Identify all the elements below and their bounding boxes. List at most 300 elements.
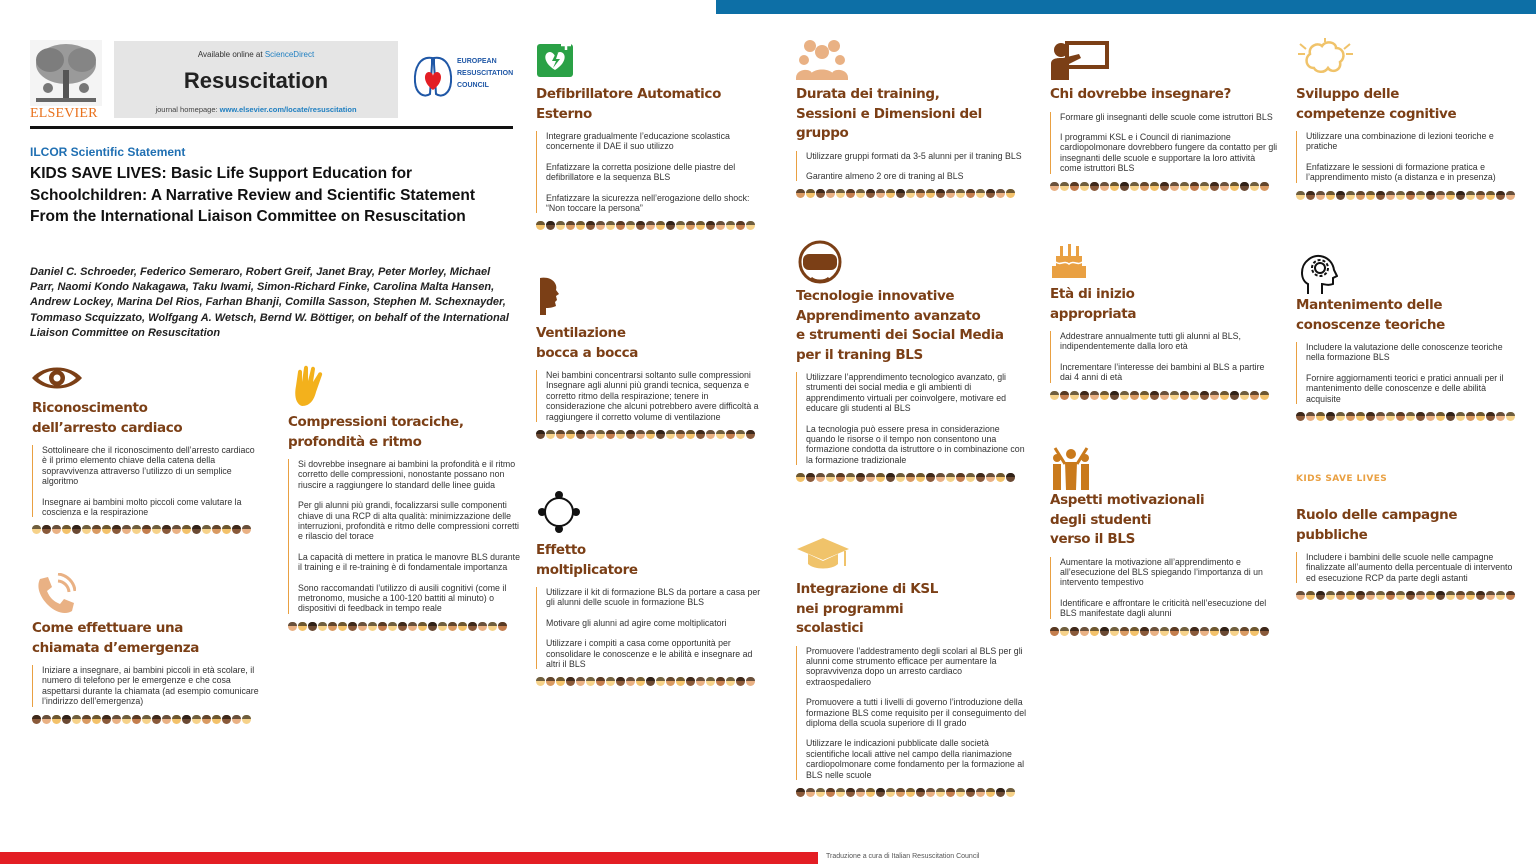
kid-face-icon xyxy=(162,525,171,534)
section-body xyxy=(796,151,1028,182)
kid-face-icon xyxy=(806,788,815,797)
kid-face-icon xyxy=(1200,391,1209,400)
kid-face-icon xyxy=(1376,191,1385,200)
kid-face-icon xyxy=(866,189,875,198)
section-body xyxy=(1296,131,1522,183)
kid-face-icon xyxy=(1250,391,1259,400)
kid-face-icon xyxy=(1346,412,1355,421)
kid-face-icon xyxy=(706,221,715,230)
section-innovative-tech xyxy=(796,287,1028,483)
kid-face-icon xyxy=(1060,182,1069,191)
kid-face-icon xyxy=(42,715,51,724)
kid-face-icon xyxy=(1006,473,1015,482)
kid-face-icon xyxy=(796,788,805,797)
kid-face-icon xyxy=(1466,591,1475,600)
kid-face-icon xyxy=(1260,182,1269,191)
kid-face-icon xyxy=(746,221,755,230)
elsevier-tree-icon xyxy=(30,40,102,106)
available-online: Available online at ScienceDirect xyxy=(197,50,315,59)
kid-face-icon xyxy=(736,430,745,439)
section-title: Integrazione di KSL nei programmi scolastici xyxy=(796,581,939,636)
kid-face-icon xyxy=(1316,591,1325,600)
kids-faces-row xyxy=(32,715,260,725)
journal-homepage: journal homepage: www.elsevier.com/locate/resuscitation xyxy=(155,105,357,114)
statement-type: ILCOR Scientific Statement xyxy=(30,145,186,159)
kid-face-icon xyxy=(806,189,815,198)
kid-face-icon xyxy=(288,622,297,631)
kid-face-icon xyxy=(1356,191,1365,200)
kid-face-icon xyxy=(1260,627,1269,636)
recommendation-item: Utilizzare gruppi formati da 3-5 alunni per il traning BLS xyxy=(806,150,1022,161)
section-title: Effetto moltiplicatore xyxy=(536,542,638,578)
kid-face-icon xyxy=(72,525,81,534)
kid-face-icon xyxy=(856,788,865,797)
kid-face-icon xyxy=(826,788,835,797)
kids-faces-row xyxy=(1296,591,1522,601)
network-icon xyxy=(537,490,581,534)
kid-face-icon xyxy=(1496,191,1505,200)
kid-face-icon xyxy=(242,525,251,534)
kid-face-icon xyxy=(646,430,655,439)
kid-face-icon xyxy=(458,622,467,631)
kid-face-icon xyxy=(956,473,965,482)
kid-face-icon xyxy=(82,715,91,724)
kid-face-icon xyxy=(676,221,685,230)
graduation-cap-icon xyxy=(796,536,850,572)
section-starting-age xyxy=(1050,285,1278,401)
recommendation-item: Utilizzare il kit di formazione BLS da portare a casa per gli alunni delle scuole in formazione BLS xyxy=(546,587,761,608)
journal-title: Resuscitation xyxy=(183,68,329,93)
kid-face-icon xyxy=(1240,391,1249,400)
kid-face-icon xyxy=(1100,391,1109,400)
recommendation-item: Addestrare annualmente tutti gli alunni al BLS, indipendentemente dalla loro età xyxy=(1060,331,1241,352)
kid-face-icon xyxy=(418,622,427,631)
recommendation-item: Sottolineare che il riconoscimento dell’arresto cardiaco è il primo elemento chiave della catena della sopravvivenza attraverso l’utilizzo di un semplice algoritmo xyxy=(42,445,255,487)
teacher-icon xyxy=(1049,40,1111,80)
kid-face-icon xyxy=(42,525,51,534)
kid-face-icon xyxy=(1416,191,1425,200)
kid-face-icon xyxy=(1060,627,1069,636)
section-emergency-call xyxy=(32,619,260,725)
kid-face-icon xyxy=(1386,191,1395,200)
kid-face-icon xyxy=(1316,191,1325,200)
kid-face-icon xyxy=(202,525,211,534)
recommendation-item: Garantire almeno 2 ore di traning al BLS xyxy=(806,170,964,181)
kid-face-icon xyxy=(1356,412,1365,421)
kid-face-icon xyxy=(896,473,905,482)
kid-face-icon xyxy=(956,788,965,797)
kid-face-icon xyxy=(606,221,615,230)
kid-face-icon xyxy=(82,525,91,534)
kid-face-icon xyxy=(102,715,111,724)
kid-face-icon xyxy=(358,622,367,631)
recommendation-item: La capacità di mettere in pratica le manovre BLS durante il training e il re-training è di fondamentale importanza xyxy=(298,551,521,573)
kid-face-icon xyxy=(1130,391,1139,400)
kids-faces-row xyxy=(1050,182,1278,192)
kid-face-icon xyxy=(1120,391,1129,400)
kid-face-icon xyxy=(826,473,835,482)
kid-face-icon xyxy=(438,622,447,631)
kid-face-icon xyxy=(996,189,1005,198)
kid-face-icon xyxy=(1346,191,1355,200)
section-recognition xyxy=(32,399,260,535)
recommendation-item: Incrementare l’interesse dei bambini al BLS a partire dai 4 anni di età xyxy=(1060,361,1265,383)
kid-face-icon xyxy=(696,221,705,230)
kid-face-icon xyxy=(556,221,565,230)
kids-faces-row xyxy=(796,189,1028,199)
kid-face-icon xyxy=(1210,391,1219,400)
kid-face-icon xyxy=(142,715,151,724)
kid-face-icon xyxy=(1160,182,1169,191)
kid-face-icon xyxy=(308,622,317,631)
kid-face-icon xyxy=(846,473,855,482)
kid-face-icon xyxy=(1446,591,1455,600)
recommendation-item: Enfatizzare la sicurezza nell’erogazione dello shock: “Non toccare la persona” xyxy=(546,192,750,214)
kid-face-icon xyxy=(142,525,151,534)
kid-face-icon xyxy=(996,788,1005,797)
kid-face-icon xyxy=(926,473,935,482)
journal-banner xyxy=(114,41,398,118)
recommendation-item: Utilizzare una combinazione di lezioni teoriche e pratiche xyxy=(1306,131,1494,152)
kid-face-icon xyxy=(1180,182,1189,191)
header-divider xyxy=(30,126,513,129)
kid-face-icon xyxy=(636,221,645,230)
kid-face-icon xyxy=(906,473,915,482)
section-knowledge-retention xyxy=(1296,296,1522,422)
kid-face-icon xyxy=(1160,627,1169,636)
eye-icon xyxy=(30,362,84,394)
kid-face-icon xyxy=(172,715,181,724)
kid-face-icon xyxy=(566,221,575,230)
kid-face-icon xyxy=(1336,412,1345,421)
kid-face-icon xyxy=(1506,412,1515,421)
section-title: Sviluppo delle competenze cognitive xyxy=(1296,86,1457,122)
kid-face-icon xyxy=(1210,627,1219,636)
recommendation-item: Formare gli insegnanti delle scuole come istruttori BLS xyxy=(1060,111,1273,122)
recommendation-item: Promuovere a tutti i livelli di governo l’introduzione della formazione BLS come requisito per il conseguimento del diploma della scuola superiore di II grado xyxy=(806,697,1027,728)
kid-face-icon xyxy=(626,430,635,439)
kid-face-icon xyxy=(576,221,585,230)
kid-face-icon xyxy=(676,430,685,439)
kid-face-icon xyxy=(1180,391,1189,400)
kid-face-icon xyxy=(876,788,885,797)
kid-face-icon xyxy=(1100,182,1109,191)
kid-face-icon xyxy=(936,473,945,482)
kid-face-icon xyxy=(976,189,985,198)
kid-face-icon xyxy=(1200,627,1209,636)
kid-face-icon xyxy=(132,525,141,534)
recommendation-item: Utilizzare i compiti a casa come opportunità per consolidare le conoscenze e le abilità e insegnare ad altri il BLS xyxy=(546,638,753,670)
kid-face-icon xyxy=(1006,189,1015,198)
kid-face-icon xyxy=(1090,391,1099,400)
kid-face-icon xyxy=(946,473,955,482)
kid-face-icon xyxy=(966,189,975,198)
kid-face-icon xyxy=(1486,591,1495,600)
kid-face-icon xyxy=(686,221,695,230)
kid-face-icon xyxy=(1476,591,1485,600)
kid-face-icon xyxy=(846,189,855,198)
kid-face-icon xyxy=(1170,627,1179,636)
section-body xyxy=(32,445,260,517)
kid-face-icon xyxy=(796,189,805,198)
kid-face-icon xyxy=(926,788,935,797)
kid-face-icon xyxy=(606,430,615,439)
kid-face-icon xyxy=(1200,182,1209,191)
kid-face-icon xyxy=(746,677,755,686)
recommendation-item: I programmi KSL e i Council di rianimazione cardiopolmonare dovrebbero fungere da contatto per gli insegnanti delle scuole e supportare la loro attività come istruttori BLS xyxy=(1060,131,1278,174)
kid-face-icon xyxy=(1080,627,1089,636)
section-motivation xyxy=(1050,491,1278,637)
kid-face-icon xyxy=(1486,412,1495,421)
kid-face-icon xyxy=(398,622,407,631)
kid-face-icon xyxy=(1406,191,1415,200)
kid-face-icon xyxy=(222,525,231,534)
vr-headset-icon xyxy=(797,240,843,286)
kid-face-icon xyxy=(936,189,945,198)
kid-face-icon xyxy=(72,715,81,724)
kid-face-icon xyxy=(232,715,241,724)
kid-face-icon xyxy=(232,525,241,534)
top-accent-bar xyxy=(716,0,1536,14)
section-aed xyxy=(536,85,764,231)
kid-face-icon xyxy=(1416,412,1425,421)
kid-face-icon xyxy=(1476,412,1485,421)
kid-face-icon xyxy=(32,715,41,724)
recommendation-item: Enfatizzare la corretta posizione delle piastre del defibrillatore e la sequenza BLS xyxy=(546,161,736,183)
section-title: Ventilazione bocca a bocca xyxy=(536,325,639,361)
kid-face-icon xyxy=(716,430,725,439)
kid-face-icon xyxy=(1376,412,1385,421)
section-body xyxy=(1050,557,1278,619)
kid-face-icon xyxy=(348,622,357,631)
kid-face-icon xyxy=(1396,591,1405,600)
kid-face-icon xyxy=(626,221,635,230)
kids-faces-row xyxy=(1050,391,1278,401)
kid-face-icon xyxy=(1250,182,1259,191)
kid-face-icon xyxy=(1416,591,1425,600)
kid-face-icon xyxy=(836,788,845,797)
kid-face-icon xyxy=(1326,591,1335,600)
kid-face-icon xyxy=(132,715,141,724)
section-body xyxy=(1296,342,1522,404)
kid-face-icon xyxy=(536,677,545,686)
kid-face-icon xyxy=(468,622,477,631)
kid-face-icon xyxy=(1296,412,1305,421)
kid-face-icon xyxy=(916,189,925,198)
defibrillator-icon xyxy=(536,40,574,78)
kid-face-icon xyxy=(586,677,595,686)
kid-face-icon xyxy=(1296,591,1305,600)
section-body xyxy=(32,665,260,707)
kid-face-icon xyxy=(212,525,221,534)
kid-face-icon xyxy=(716,677,725,686)
kid-face-icon xyxy=(726,430,735,439)
kid-face-icon xyxy=(1326,191,1335,200)
section-public-campaigns xyxy=(1296,506,1522,601)
kid-face-icon xyxy=(1150,391,1159,400)
kid-face-icon xyxy=(856,473,865,482)
kid-face-icon xyxy=(536,221,545,230)
kid-face-icon xyxy=(102,525,111,534)
kid-face-icon xyxy=(896,189,905,198)
kid-face-icon xyxy=(546,677,555,686)
kid-face-icon xyxy=(1406,591,1415,600)
kid-face-icon xyxy=(1090,627,1099,636)
section-title: Come effettuare una chiamata d’emergenza xyxy=(32,620,200,656)
kid-face-icon xyxy=(906,788,915,797)
kids-faces-row xyxy=(796,473,1028,483)
kid-face-icon xyxy=(1070,627,1079,636)
kid-face-icon xyxy=(1396,412,1405,421)
kid-face-icon xyxy=(122,715,131,724)
kid-face-icon xyxy=(1240,627,1249,636)
kid-face-icon xyxy=(388,622,397,631)
kid-face-icon xyxy=(62,715,71,724)
kid-face-icon xyxy=(1130,182,1139,191)
brain-icon xyxy=(1296,38,1354,78)
kid-face-icon xyxy=(566,430,575,439)
kid-face-icon xyxy=(1306,591,1315,600)
kid-face-icon xyxy=(1070,182,1079,191)
recommendation-item: Aumentare la motivazione all’apprendimento e all’esecuzione del BLS spiegando l’importanza di un intervento tempestivo xyxy=(1060,556,1263,588)
kid-face-icon xyxy=(1150,627,1159,636)
kid-face-icon xyxy=(1100,627,1109,636)
kid-face-icon xyxy=(726,221,735,230)
kid-face-icon xyxy=(556,430,565,439)
phone-icon xyxy=(32,573,76,617)
section-body xyxy=(536,131,764,213)
kid-face-icon xyxy=(1306,191,1315,200)
kid-face-icon xyxy=(1306,412,1315,421)
section-title: Defibrillatore Automatico Esterno xyxy=(536,86,721,122)
kid-face-icon xyxy=(112,525,121,534)
section-title: Compressioni toraciche, profondità e ritmo xyxy=(288,414,464,450)
kid-face-icon xyxy=(162,715,171,724)
section-school-integration xyxy=(796,580,1028,798)
kid-face-icon xyxy=(1496,591,1505,600)
kid-face-icon xyxy=(1356,591,1365,600)
kid-face-icon xyxy=(636,677,645,686)
sciencedirect-link[interactable]: ScienceDirect xyxy=(264,50,315,59)
recommendation-item: Insegnare ai bambini molto piccoli come valutare la coscienza e la respirazione xyxy=(42,496,242,518)
kid-face-icon xyxy=(1180,627,1189,636)
kid-face-icon xyxy=(866,473,875,482)
hands-icon xyxy=(288,364,328,408)
recommendation-item: Fornire aggiornamenti teorici e pratici annuali per il mantenimento delle conoscenze e delle abilità acquisite xyxy=(1306,372,1504,404)
kid-face-icon xyxy=(1336,191,1345,200)
kid-face-icon xyxy=(1366,591,1375,600)
recommendation-item: Utilizzare le indicazioni pubblicate dalle società scientifiche locali attive nel campo della rianimazione cardiopolmonare come fondamento per la formazione al BLS nelle scuole xyxy=(806,738,1025,780)
kid-face-icon xyxy=(886,189,895,198)
kid-face-icon xyxy=(1446,191,1455,200)
kid-face-icon xyxy=(448,622,457,631)
kid-face-icon xyxy=(546,221,555,230)
kid-face-icon xyxy=(1486,191,1495,200)
kid-face-icon xyxy=(1220,182,1229,191)
kid-face-icon xyxy=(586,221,595,230)
kid-face-icon xyxy=(122,525,131,534)
kid-face-icon xyxy=(686,677,695,686)
kid-face-icon xyxy=(338,622,347,631)
kid-face-icon xyxy=(1190,182,1199,191)
kids-faces-row xyxy=(536,221,764,231)
kid-face-icon xyxy=(1366,191,1375,200)
section-body xyxy=(1050,331,1278,383)
kid-face-icon xyxy=(1456,591,1465,600)
kid-face-icon xyxy=(92,525,101,534)
homepage-link[interactable]: www.elsevier.com/locate/resuscitation xyxy=(219,105,357,114)
kid-face-icon xyxy=(1346,591,1355,600)
kid-face-icon xyxy=(152,715,161,724)
recommendation-item: Includere i bambini delle scuole nelle campagne finalizzate all’aumento della percentuale di intervento ed esecuzione RCP da parte degli astanti xyxy=(1306,552,1513,583)
kid-face-icon xyxy=(726,677,735,686)
birthday-cake-icon xyxy=(1050,242,1088,280)
section-title: Durata dei training, Sessioni e Dimensioni del gruppo xyxy=(796,86,982,141)
kid-face-icon xyxy=(1466,191,1475,200)
kid-face-icon xyxy=(1316,412,1325,421)
kid-face-icon xyxy=(836,473,845,482)
kid-face-icon xyxy=(1110,182,1119,191)
kid-face-icon xyxy=(488,622,497,631)
kid-face-icon xyxy=(1080,182,1089,191)
kid-face-icon xyxy=(1376,591,1385,600)
kid-face-icon xyxy=(1120,627,1129,636)
kid-face-icon xyxy=(536,430,545,439)
kid-face-icon xyxy=(556,677,565,686)
kid-face-icon xyxy=(676,677,685,686)
kid-face-icon xyxy=(192,525,201,534)
section-multiplier xyxy=(536,541,764,687)
kid-face-icon xyxy=(926,189,935,198)
kids-faces-row xyxy=(536,430,764,440)
kid-face-icon xyxy=(1150,182,1159,191)
kid-face-icon xyxy=(816,788,825,797)
kid-face-icon xyxy=(616,430,625,439)
kid-face-icon xyxy=(1090,182,1099,191)
kid-face-icon xyxy=(408,622,417,631)
kid-face-icon xyxy=(546,430,555,439)
group-icon xyxy=(796,38,848,80)
kid-face-icon xyxy=(498,622,507,631)
kid-face-icon xyxy=(646,221,655,230)
kid-face-icon xyxy=(318,622,327,631)
kid-face-icon xyxy=(182,525,191,534)
kid-face-icon xyxy=(1496,412,1505,421)
kid-face-icon xyxy=(616,677,625,686)
recommendation-item: Per gli alunni più grandi, focalizzarsi sulle componenti chiave di una RCP di alta qualità: minimizzazione delle interruzioni, profondità e ritmo delle compressioni corretti e rilascio del torace xyxy=(298,500,519,542)
section-title: Ruolo delle campagne pubbliche xyxy=(1296,507,1458,543)
kid-face-icon xyxy=(1426,591,1435,600)
kid-face-icon xyxy=(52,525,61,534)
kid-face-icon xyxy=(1456,412,1465,421)
kid-face-icon xyxy=(1366,412,1375,421)
kid-face-icon xyxy=(1436,191,1445,200)
kids-faces-row xyxy=(536,677,764,687)
kids-faces-row xyxy=(1296,412,1522,422)
kids-faces-row xyxy=(32,525,260,535)
kid-face-icon xyxy=(826,189,835,198)
kid-face-icon xyxy=(946,189,955,198)
bottom-accent-bar xyxy=(0,852,818,864)
kid-face-icon xyxy=(1406,412,1415,421)
kid-face-icon xyxy=(1220,627,1229,636)
kid-face-icon xyxy=(986,473,995,482)
kid-face-icon xyxy=(222,715,231,724)
people-cheering-icon xyxy=(1049,446,1093,490)
section-body xyxy=(796,646,1028,780)
kid-face-icon xyxy=(1170,391,1179,400)
section-body xyxy=(288,459,524,614)
